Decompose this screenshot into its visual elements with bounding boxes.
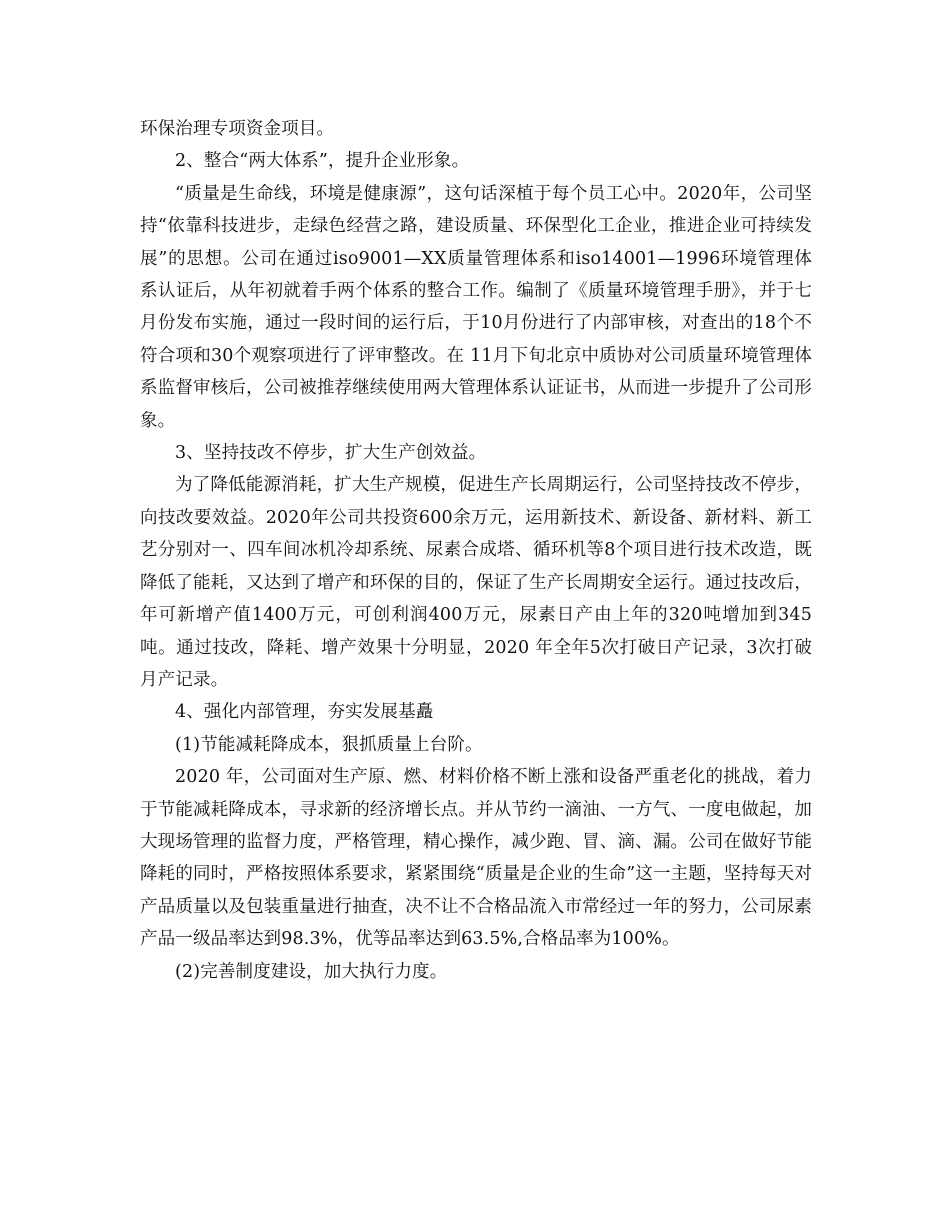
paragraph-energy-saving: 2020 年，公司面对生产原、燃、材料价格不断上涨和设备严重老化的挑战，着力于节能减耗降成本，寻求新的经济增长点。并从节约一滴油、一方气、一度电做起，加大现场管理的监督力度，严格管理，精心操作，减少跑、冒、滴、漏。公司在做好节能降耗的同时，严格按照体系要求，紧紧围绕“质量是企业的生命”这一主题，坚持每天对产品质量以及包装重量进行抽查，决不让不合格品流入市常经过一年的努力，公司尿素产品一级品率达到98.3%，优等品率达到63.5%,合格品率为100%。 bbox=[140, 767, 812, 950]
heading-2-integrate-systems: 2、整合“两大体系”，提升企业形象。 bbox=[175, 151, 470, 172]
subheading-1-energy-saving: (1)节能减耗降成本，狠抓质量上台阶。 bbox=[175, 734, 483, 755]
heading-4-internal-management: 4、强化内部管理，夯实发展基矗 bbox=[175, 702, 434, 723]
paragraph-quality-environment: “质量是生命线，环境是健康源”，这句话深植于每个员工心中。2020年，公司坚持“依靠科技进步，走绿色经营之路，建设质量、环保型化工企业，推进企业可持续发展”的思想。公司在通过iso9001—XX质量管理体系和iso14001—1996环境管理体系认证后，从年初就着手两个体系的整合工作。编制了《质量环境管理手册》，并于七月份发布实施，通过一段时间的运行后，于10月份进行了内部审核，对查出的18个不符合项和30个观察项进行了评审整改。在 11月下旬北京中质协对公司质量环境管理体系监督审核后，公司被推荐继续使用两大管理体系认证证书，从而进一步提升了公司形象。 bbox=[140, 183, 812, 431]
subheading-2-system-building: (2)完善制度建设，加大执行力度。 bbox=[175, 961, 448, 982]
paragraph-1: 环保治理专项资金项目。 bbox=[140, 119, 335, 139]
paragraph-tech-upgrade: 为了降低能源消耗，扩大生产规模，促进生产长周期运行，公司坚持技改不停步，向技改要效益。2020年公司共投资600余万元，运用新技术、新设备、新材料、新工艺分别对一、四车间冰机冷却系统、尿素合成塔、循环机等8个项目进行技术改造，既降低了能耗，又达到了增产和环保的目的，保证了生产长周期安全运行。通过技改后，年可新增产值1400万元，可创利润400万元，尿素日产由上年的320吨增加到345吨。通过技改，降耗、增产效果十分明显，2020 年全年5次打破日产记录，3次打破月产记录。 bbox=[140, 475, 812, 690]
heading-3-tech-upgrade: 3、坚持技改不停步，扩大生产创效益。 bbox=[175, 443, 487, 464]
document-body bbox=[140, 113, 812, 988]
